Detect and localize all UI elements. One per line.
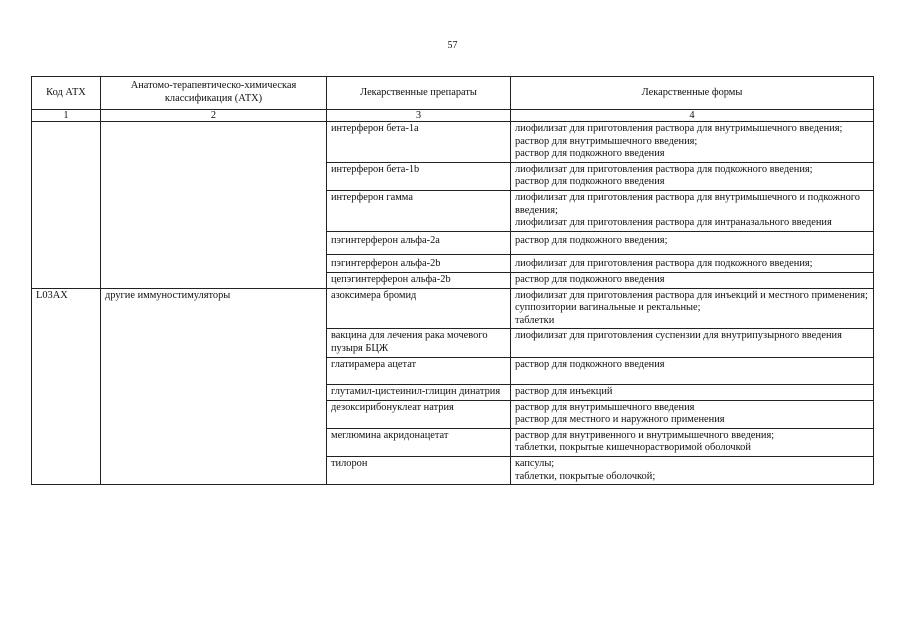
header-atx-code: Код АТХ — [32, 77, 101, 110]
forms-cell — [511, 329, 874, 357]
table-row — [32, 122, 874, 163]
column-number-row — [32, 110, 874, 122]
atx-table — [31, 76, 874, 485]
header-dosage-forms: Лекарственные формы — [511, 77, 874, 110]
code-cell — [32, 122, 101, 289]
form-line: лиофилизат для приготовления раствора для подкожного введения; — [515, 163, 813, 175]
form-line: раствор для инъекций — [515, 386, 613, 398]
table-body — [32, 122, 874, 485]
classification-cell: другие иммуностимуляторы — [101, 288, 327, 485]
form-line: лиофилизат для приготовления суспензии для внутрипузырного введения — [515, 330, 842, 342]
form-line: раствор для внутримышечного введения; — [515, 135, 698, 147]
page-number: 57 — [447, 40, 458, 51]
forms-cell — [511, 457, 874, 485]
form-line: раствор для внутривенного и внутримышечного введения; — [515, 429, 775, 441]
drug-cell: пэгинтерферон альфа-2b — [327, 255, 511, 273]
header-drugs: Лекарственные препараты — [327, 77, 511, 110]
forms-cell — [511, 255, 874, 273]
column-number: 1 — [32, 110, 101, 122]
form-line: раствор для подкожного введения; — [515, 234, 668, 246]
column-number: 2 — [101, 110, 327, 122]
form-line: лиофилизат для приготовления раствора для подкожного введения; — [515, 258, 813, 270]
forms-cell — [511, 231, 874, 255]
code-cell: L03AX — [32, 288, 101, 485]
form-line: раствор для подкожного введения — [515, 148, 665, 160]
form-line: раствор для подкожного введения — [515, 176, 665, 188]
forms-cell — [511, 288, 874, 329]
drug-cell: тилорон — [327, 457, 511, 485]
classification-cell — [101, 122, 327, 289]
drug-cell: пэгинтерферон альфа-2a — [327, 231, 511, 255]
form-line: таблетки, покрытые оболочкой; — [515, 470, 656, 482]
form-line: раствор для подкожного введения — [515, 358, 665, 370]
forms-cell — [511, 385, 874, 401]
drug-cell: вакцина для лечения рака мочевого пузыря БЦЖ — [327, 329, 511, 357]
form-line: лиофилизат для приготовления раствора для внутримышечного и подкожного введения; — [515, 191, 860, 216]
form-line: суппозитории вагинальные и ректальные; — [515, 302, 701, 314]
form-line: раствор для подкожного введения — [515, 273, 665, 285]
form-line: лиофилизат для приготовления раствора для внутримышечного введения; — [515, 123, 843, 134]
drug-cell: меглюмина акридонацетат — [327, 428, 511, 456]
drug-cell: интерферон гамма — [327, 190, 511, 231]
forms-cell — [511, 357, 874, 385]
header-row — [32, 77, 874, 110]
forms-cell — [511, 272, 874, 288]
drug-cell: азоксимера бромид — [327, 288, 511, 329]
column-number: 4 — [511, 110, 874, 122]
forms-cell — [511, 122, 874, 163]
forms-cell — [511, 428, 874, 456]
drug-cell: интерферон бета-1b — [327, 162, 511, 190]
column-number: 3 — [327, 110, 511, 122]
form-line: лиофилизат для приготовления раствора для инъекций и местного применения; — [515, 289, 868, 301]
drug-cell: интерферон бета-1a — [327, 122, 511, 163]
form-line: таблетки, покрытые кишечнорастворимой оболочкой — [515, 442, 751, 454]
form-line: таблетки — [515, 314, 555, 326]
header-atx-classification: Анатомо-терапевтическо-химическая классификация (АТХ) — [101, 77, 327, 110]
forms-cell — [511, 400, 874, 428]
form-line: лиофилизат для приготовления раствора для интраназального введения — [515, 217, 832, 229]
drug-cell: глутамил-цистеинил-глицин динатрия — [327, 385, 511, 401]
drug-cell: глатирамера ацетат — [327, 357, 511, 385]
table-row — [32, 288, 874, 329]
drug-cell: цепэгинтерферон альфа-2b — [327, 272, 511, 288]
drug-cell: дезоксирибонуклеат натрия — [327, 400, 511, 428]
form-line: капсулы; — [515, 458, 555, 470]
form-line: раствор для местного и наружного применения — [515, 414, 725, 426]
form-line: раствор для внутримышечного введения — [515, 401, 695, 413]
forms-cell — [511, 162, 874, 190]
forms-cell — [511, 190, 874, 231]
